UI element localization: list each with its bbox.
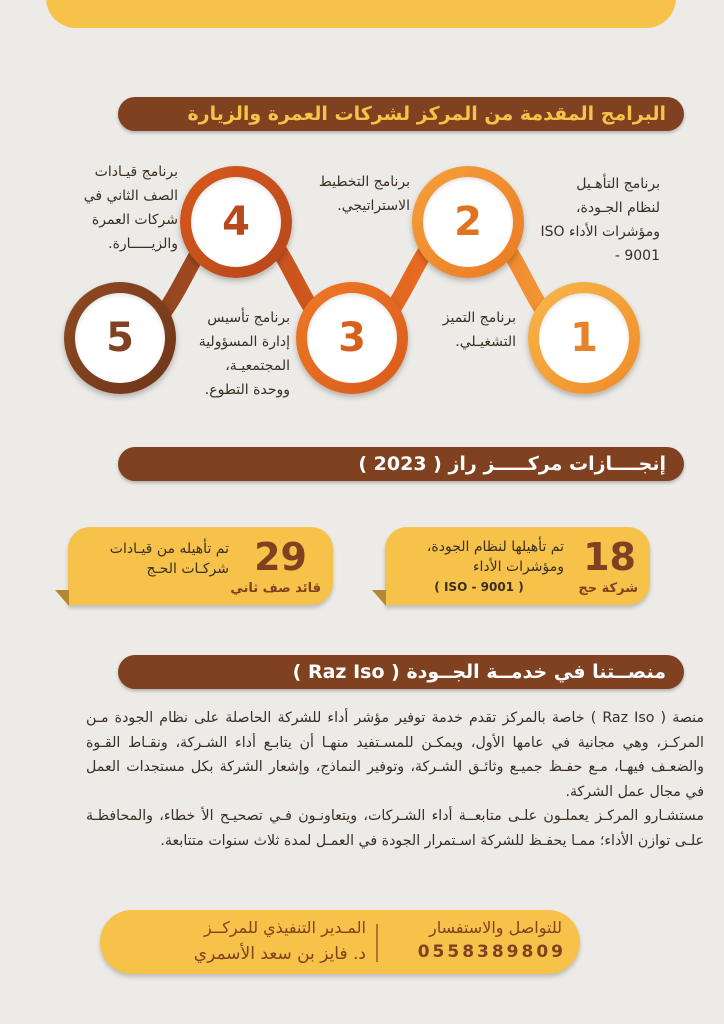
platform-paragraph-1: منصة ( Raz Iso ) خاصة بالمركز تقدم خدمة توفير مؤشر أداء للشركة الحاصلة على نظام الجودة مـن المركـز، وهي مجانية في عامها الأول، ويمكـن للمسـتفيد منهـا أن يتابـع أداء الشـركة، ونقـاط القـوة والضعـف فيهـا، مـع حفـظ جميـع وثائـق الشـركة، وتوفير النماذج، وإشعار الشركة بكل مستجدات العمل في مجال عمل الشركة. bbox=[86, 710, 705, 800]
achievement-text-1-line3: ( ISO - 9001 ) bbox=[434, 580, 524, 594]
programs-title: البرامج المقدمة من المركز لشركات العمرة والزيارة bbox=[187, 103, 666, 125]
achievement-text-1-line2: ومؤشرات الأداء bbox=[472, 559, 564, 575]
achievement-unit-2: قائد صف ثاني bbox=[230, 581, 321, 596]
achievements-title: إنجــــازات مركـــــز راز ( 2023 ) bbox=[358, 453, 666, 475]
program-circle-1 bbox=[528, 282, 640, 394]
achievement-text-2-line1: تم تأهيله من قيـادات bbox=[109, 541, 229, 557]
achievements-banner bbox=[118, 447, 684, 481]
card-2-tab bbox=[55, 590, 69, 606]
program-number-5: 5 bbox=[75, 293, 165, 383]
achievement-number-2: 29 bbox=[254, 535, 307, 579]
platform-paragraph-2: مستشـارو المركـز يعملـون علـى متابعــة أداء الشـركات، ويتعاونـون فـي تصحيـح الأ خطاء، والمحافظـة علـى توازن الأداء؛ ممـا يحفـظ للشركة اسـتمرار الجودة في العمـل لمدة ثلاث سنوات متتابعة. bbox=[86, 808, 704, 849]
program-text-4: برنامج قيـادات الصف الثاني في شركات العمرة والزيـــــارة. bbox=[83, 164, 178, 252]
achievement-text-2 bbox=[79, 539, 229, 579]
program-text-1: برنامج التميز التشغيـلي. bbox=[442, 310, 516, 350]
program-circle-3 bbox=[296, 282, 408, 394]
footer-divider bbox=[376, 924, 378, 962]
platform-title: منصــتنا في خدمــة الجــودة ( Raz Iso ) bbox=[292, 661, 666, 683]
program-text-2: برنامج التأهـيل لنظام الجـودة، ومؤشرات الأداء ISO - 9001 bbox=[540, 176, 660, 264]
phone-number[interactable]: 0558389809 bbox=[417, 942, 566, 962]
program-text-3: برنامج تأسيس إدارة المسؤولية المجتمعيـة، ووحدة التطوع. bbox=[198, 310, 290, 398]
achievement-unit-1: شركة حج bbox=[578, 581, 638, 596]
platform-banner bbox=[118, 655, 684, 689]
program-number-1: 1 bbox=[539, 293, 629, 383]
program-number-4: 4 bbox=[191, 177, 281, 267]
achievement-text-2-line2: شركـات الحـج bbox=[146, 561, 229, 577]
program-circle-2 bbox=[412, 166, 524, 278]
achievement-text-1-line1: تم تأهيلها لنظام الجودة، bbox=[426, 539, 564, 555]
achievement-card-2 bbox=[68, 527, 333, 605]
achievement-card-1 bbox=[385, 527, 650, 605]
program-text-strategic: برنامج التخطيط الاستراتيجي. bbox=[318, 174, 410, 214]
achievement-number-1: 18 bbox=[583, 535, 636, 579]
achievement-text-1 bbox=[394, 537, 564, 597]
card-1-tab bbox=[372, 590, 386, 606]
top-decor-bar bbox=[46, 0, 676, 28]
director-name: د. فايز بن سعد الأسمري bbox=[193, 944, 366, 964]
program-number-2: 2 bbox=[423, 177, 513, 267]
programs-banner bbox=[118, 97, 684, 131]
footer-bar bbox=[100, 910, 580, 974]
program-circle-4 bbox=[180, 166, 292, 278]
program-number-3: 3 bbox=[307, 293, 397, 383]
platform-description bbox=[86, 706, 704, 853]
program-circle-5 bbox=[64, 282, 176, 394]
director-label: المـدير التنفيذي للمركــز bbox=[204, 918, 366, 937]
contact-label: للتواصل والاستفسار bbox=[429, 918, 562, 937]
